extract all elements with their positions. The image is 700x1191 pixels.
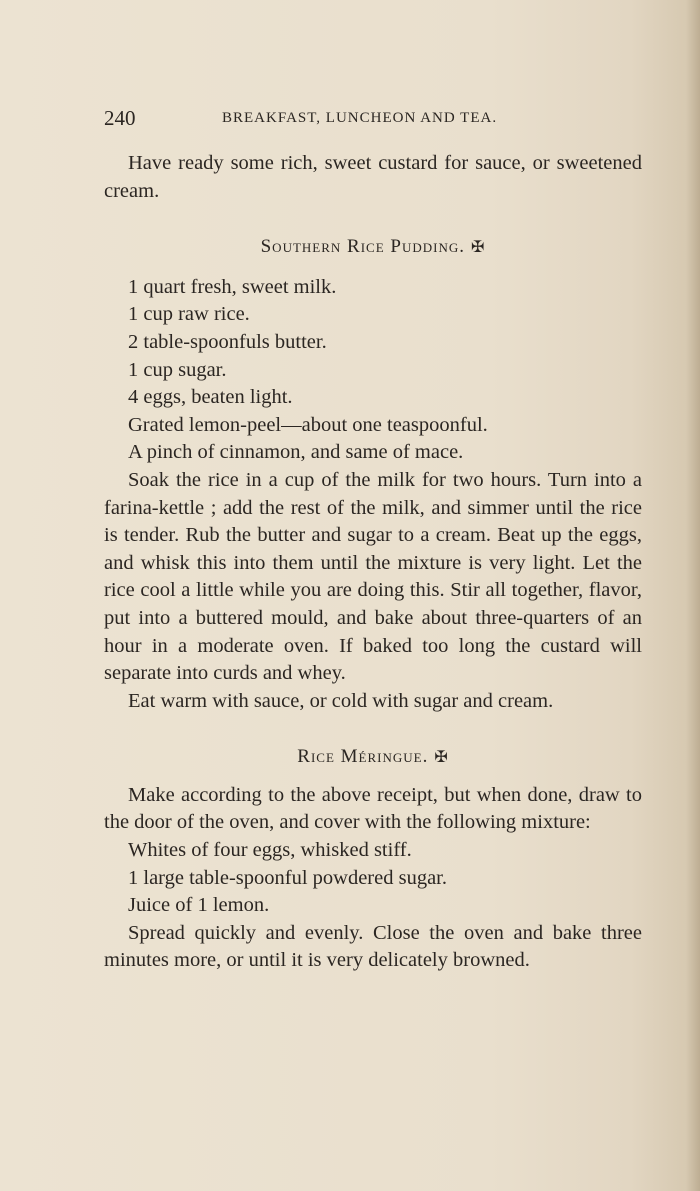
cross-ornament-icon: ✠: [434, 749, 449, 767]
running-head: BREAKFAST, LUNCHEON AND TEA.: [222, 110, 498, 126]
recipe-title-text: Southern Rice Pudding.: [260, 236, 465, 258]
page-edge-shadow: [686, 0, 700, 1191]
recipe-title-southern-rice-pudding: [104, 233, 642, 262]
ingredient-item: 1 cup sugar.: [128, 358, 227, 381]
ingredient-item: Juice of 1 lemon.: [128, 894, 270, 917]
ingredient-item: 4 eggs, beaten light.: [128, 386, 293, 409]
directions-paragraph: Spread quickly and evenly. Close the oven and bake three minutes more, or until it is very delicately browned.: [104, 921, 642, 972]
serving-note: Eat warm with sauce, or cold with sugar and cream.: [128, 689, 554, 712]
ingredient-item: 1 quart fresh, sweet milk.: [128, 275, 337, 298]
ingredient-item: Grated lemon-peel—about one teaspoonful.: [128, 413, 488, 436]
page-number: 240: [104, 106, 136, 130]
directions-paragraph: Soak the rice in a cup of the milk for two hours. Turn into a farina-kettle ; add the rest of the milk, and simmer until the rice is tender. Rub the butter and sugar to a cream. Beat up the eggs, and whisk this into them until the mixture is very light. Let the rice cool a little while you are doing this. Stir all together, flavor, put into a buttered mould, and bake about three-quarters of an hour in a moderate oven. If baked too long the custard will separate into curds and whey.: [104, 468, 642, 685]
recipe-title-text: Rice Méringue.: [297, 746, 429, 768]
page-header: [104, 106, 544, 134]
ingredient-item: Whites of four eggs, whisked stiff.: [128, 839, 412, 862]
cross-ornament-icon: ✠: [470, 239, 486, 257]
ingredient-item: 2 table-spoonfuls butter.: [128, 330, 327, 353]
recipe-intro-paragraph: Make according to the above receipt, but when done, draw to the door of the oven, and cover with the following mixture:: [104, 783, 642, 834]
page-body: [104, 150, 642, 975]
recipe-title-rice-meringue: [104, 743, 642, 772]
intro-paragraph: Have ready some rich, sweet custard for sauce, or sweetened cream.: [104, 152, 642, 202]
ingredient-item: 1 cup raw rice.: [128, 303, 250, 326]
ingredient-item: A pinch of cinnamon, and same of mace.: [128, 441, 464, 464]
ingredient-item: 1 large table-spoonful powdered sugar.: [128, 866, 447, 889]
